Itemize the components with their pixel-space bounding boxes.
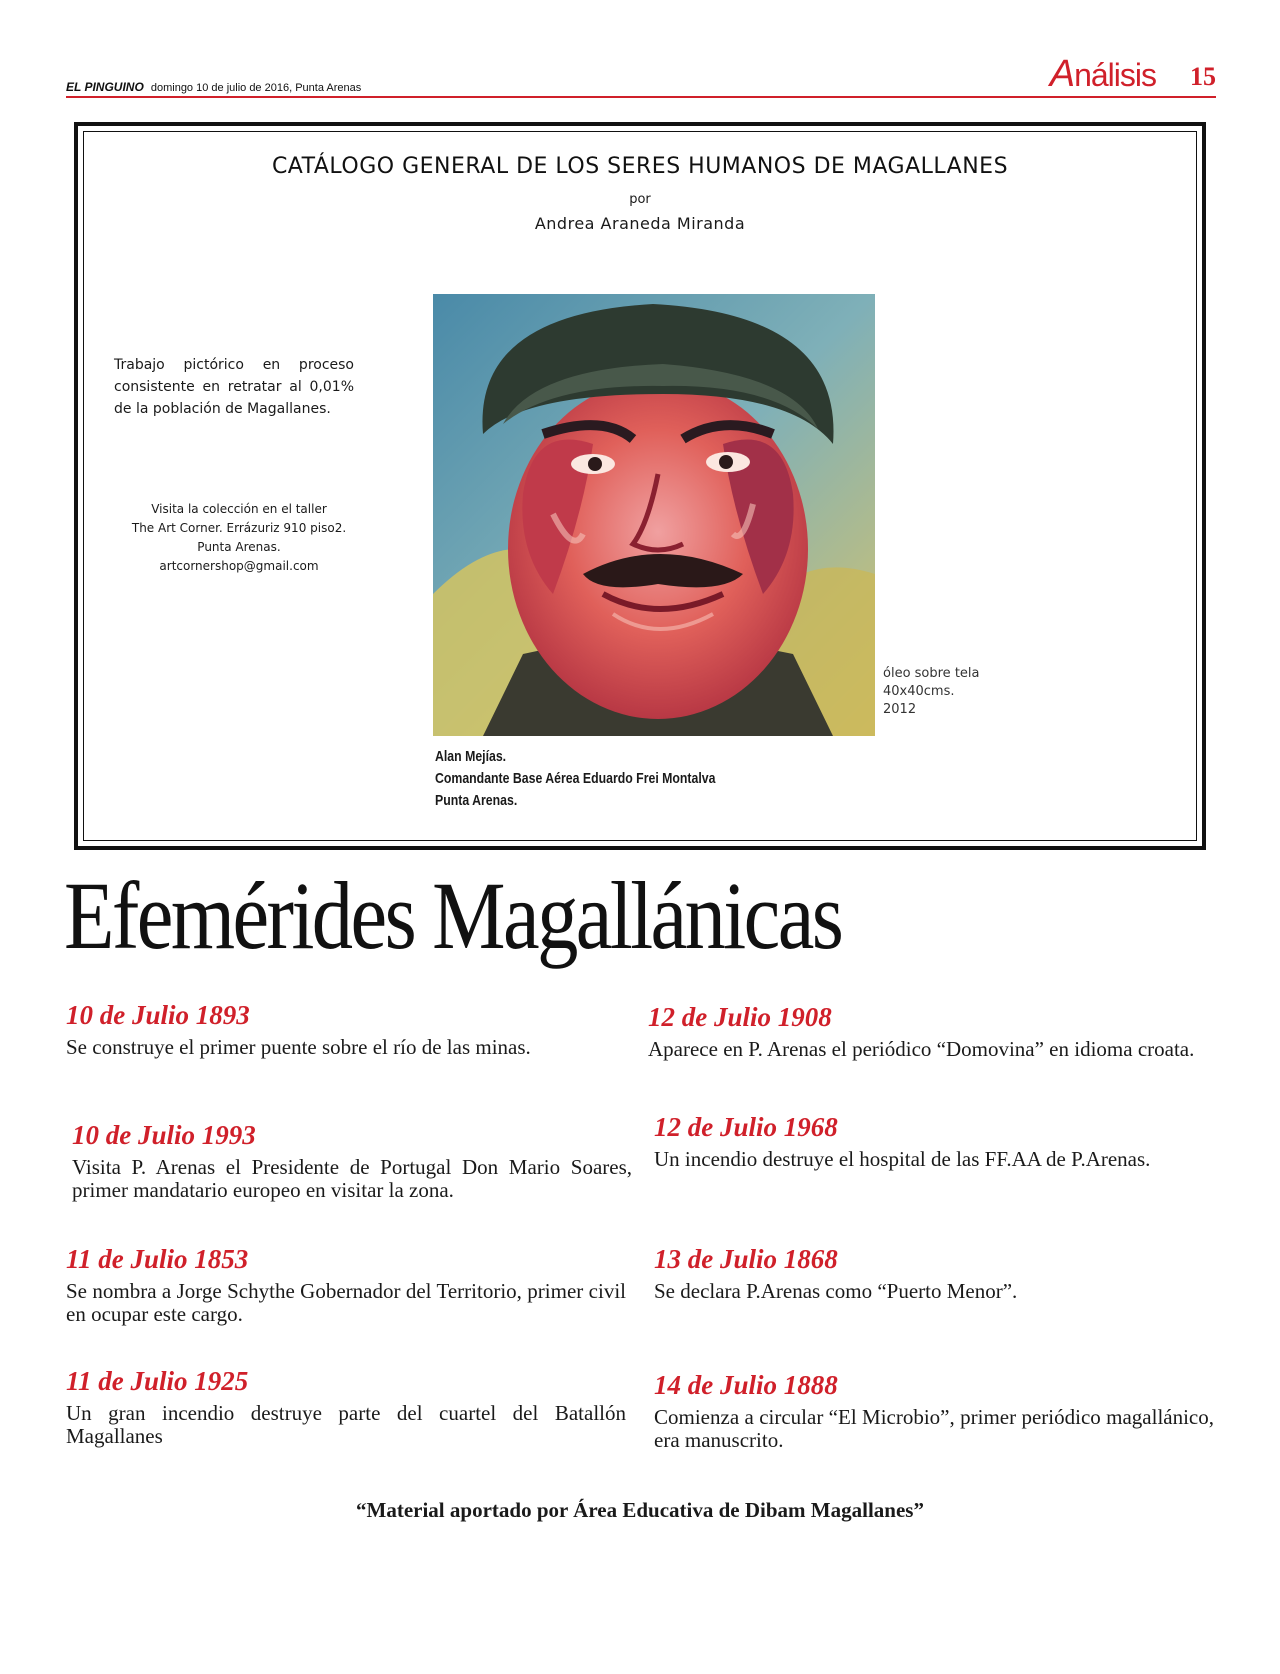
efemeride-text: Un incendio destruye el hospital de las FF.AA de P.Arenas. — [654, 1147, 1151, 1171]
efemeride-item — [648, 1002, 1208, 1061]
efemeride-item — [66, 1000, 626, 1059]
visit-info: Visita la colección en el taller The Art Corner. Errázuriz 910 piso2. Punta Arenas. artcornershop@gmail.com — [104, 500, 374, 576]
catalog-title: CATÁLOGO GENERAL DE LOS SERES HUMANOS DE MAGALLANES — [271, 154, 1009, 179]
credit-line: “Material aportado por Área Educativa de Dibam Magallanes” — [356, 1498, 924, 1522]
page-header — [66, 53, 1216, 98]
dateline: domingo 10 de julio de 2016, Punta Arenas — [150, 82, 362, 94]
efemeride-date: 12 de Julio 1968 — [654, 1112, 838, 1142]
sitter-name: Alan Mejías. — [435, 748, 507, 765]
efemeride-item — [654, 1370, 1214, 1452]
catalog-inner-border — [83, 131, 1197, 841]
efemeride-date: 12 de Julio 1908 — [648, 1002, 832, 1032]
contact-email: artcornershop@gmail.com — [159, 559, 319, 573]
catalog-por: por — [629, 192, 651, 207]
efemeride-text: Se construye el primer puente sobre el río de las minas. — [66, 1035, 531, 1059]
painting-medium: óleo sobre tela 40x40cms. 2012 — [883, 666, 980, 717]
portrait-caption: Alan Mejías. Comandante Base Aérea Eduardo Frei Montalva Punta Arenas. — [435, 748, 716, 809]
portrait-painting — [433, 294, 875, 736]
efemeride-item — [654, 1244, 1214, 1303]
efemeride-item — [66, 1366, 626, 1448]
efemeride-text: Se nombra a Jorge Schythe Gobernador del Territorio, primer civil en ocupar este cargo. — [66, 1279, 626, 1326]
efemeride-date: 14 de Julio 1888 — [654, 1370, 838, 1400]
page-number: 15 — [1190, 62, 1216, 91]
efemeride-text: Un gran incendio destruye parte del cuartel del Batallón Magallanes — [66, 1401, 626, 1448]
efemeride-date: 13 de Julio 1868 — [654, 1244, 838, 1274]
efemeride-text: Aparece en P. Arenas el periódico “Domovina” en idioma croata. — [648, 1037, 1195, 1061]
efemeride-item — [72, 1120, 632, 1202]
catalog-author: Andrea Araneda Miranda — [534, 214, 746, 233]
catalog-box — [74, 122, 1206, 850]
catalog-description: Trabajo pictórico en proceso consistente en retratar al 0,01% de la población de Magallanes. — [114, 357, 354, 417]
page-title: Efemérides Magallánicas — [64, 862, 842, 969]
efemeride-date: 10 de Julio 1893 — [66, 1000, 250, 1030]
efemeride-item — [66, 1244, 626, 1326]
header-rule — [66, 96, 1216, 98]
section-label: Análisis — [1049, 53, 1156, 95]
publication-name: EL PINGUINO — [66, 80, 144, 94]
efemeride-date: 11 de Julio 1853 — [66, 1244, 249, 1274]
efemeride-text: Visita P. Arenas el Presidente de Portugal Don Mario Soares, primer mandatario europeo en visitar la zona. — [72, 1155, 632, 1202]
publication-line — [66, 80, 361, 94]
efemeride-date: 11 de Julio 1925 — [66, 1366, 249, 1396]
efemeride-text: Se declara P.Arenas como “Puerto Menor”. — [654, 1279, 1018, 1303]
efemeride-date: 10 de Julio 1993 — [72, 1120, 256, 1150]
efemeride-text: Comienza a circular “El Microbio”, primer periódico magallánico, era manuscrito. — [654, 1405, 1214, 1452]
efemeride-item — [654, 1112, 1214, 1171]
